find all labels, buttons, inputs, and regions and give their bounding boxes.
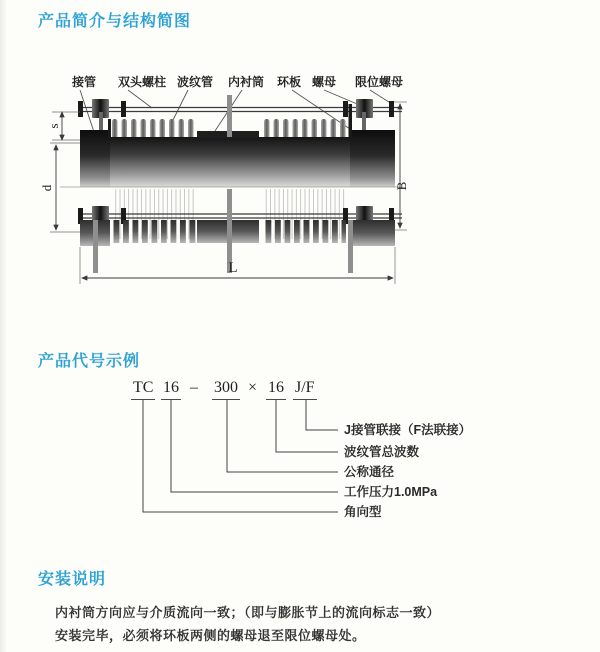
dim-label-s: s: [46, 123, 61, 129]
code-token-type: TC: [131, 378, 155, 400]
label-connection-pipe: 接管: [72, 75, 97, 89]
hanging-stud-right: [348, 220, 353, 273]
dimension-L: [80, 247, 395, 284]
label-bellows: 波纹管: [177, 75, 214, 89]
label-inner-sleeve: 内衬筒: [228, 75, 265, 89]
code-connector-lines: [0, 376, 600, 546]
code-token-dash: –: [190, 379, 198, 396]
product-code-example: [0, 376, 600, 546]
expansion-joint-diagram: [0, 60, 460, 300]
code-token-times: ×: [248, 379, 258, 396]
bellows-fingers-right: [262, 119, 346, 138]
center-stud-upper: [227, 95, 232, 137]
legend-wave-count: 波纹管总波数: [344, 445, 420, 459]
joint-body-lower: [78, 189, 402, 273]
installation-note-2: 安装完毕，必须将环板两侧的螺母退至限位螺母处。: [55, 628, 366, 643]
section-title-code-example: 产品代号示例: [38, 353, 141, 370]
label-limit-nut: 限位螺母: [355, 75, 404, 89]
legend-connection-type: J接管联接（F法联接）: [344, 423, 472, 437]
label-ring-plate: 环板: [277, 75, 302, 89]
code-token-pressure: 16: [161, 378, 181, 400]
dimension-B: [394, 102, 409, 230]
installation-note-1: 内衬筒方向应与介质流向一致；（即与膨胀节上的流向标志一致）: [55, 605, 441, 620]
dim-label-B: B: [394, 181, 409, 191]
code-token-diameter: 300: [212, 378, 240, 400]
section-title-installation: 安装说明: [38, 571, 107, 588]
code-token-waves: 16: [266, 378, 286, 400]
legend-angular-type: 角向型: [344, 505, 382, 519]
legend-nominal-diameter: 公称通径: [344, 465, 395, 479]
legend-working-pressure: 工作压力1.0MPa: [344, 485, 438, 499]
dimension-s: [46, 112, 80, 140]
left-end-pipe: [80, 130, 110, 187]
label-nut: 螺母: [312, 75, 337, 89]
dimension-d: [39, 143, 80, 232]
label-stud-bolt: 双头螺柱: [118, 75, 167, 89]
right-end-pipe: [350, 130, 395, 187]
dim-label-L: L: [228, 260, 238, 276]
code-token-conn: J/F: [293, 378, 317, 400]
ring-plate: [349, 104, 353, 137]
dim-label-d: d: [39, 184, 54, 192]
section-title-structure: 产品简介与结构简图: [38, 13, 192, 30]
diagram-part-labels: [71, 74, 403, 89]
bellows-fingers-left: [110, 119, 196, 138]
hanging-stud-left: [93, 220, 98, 273]
